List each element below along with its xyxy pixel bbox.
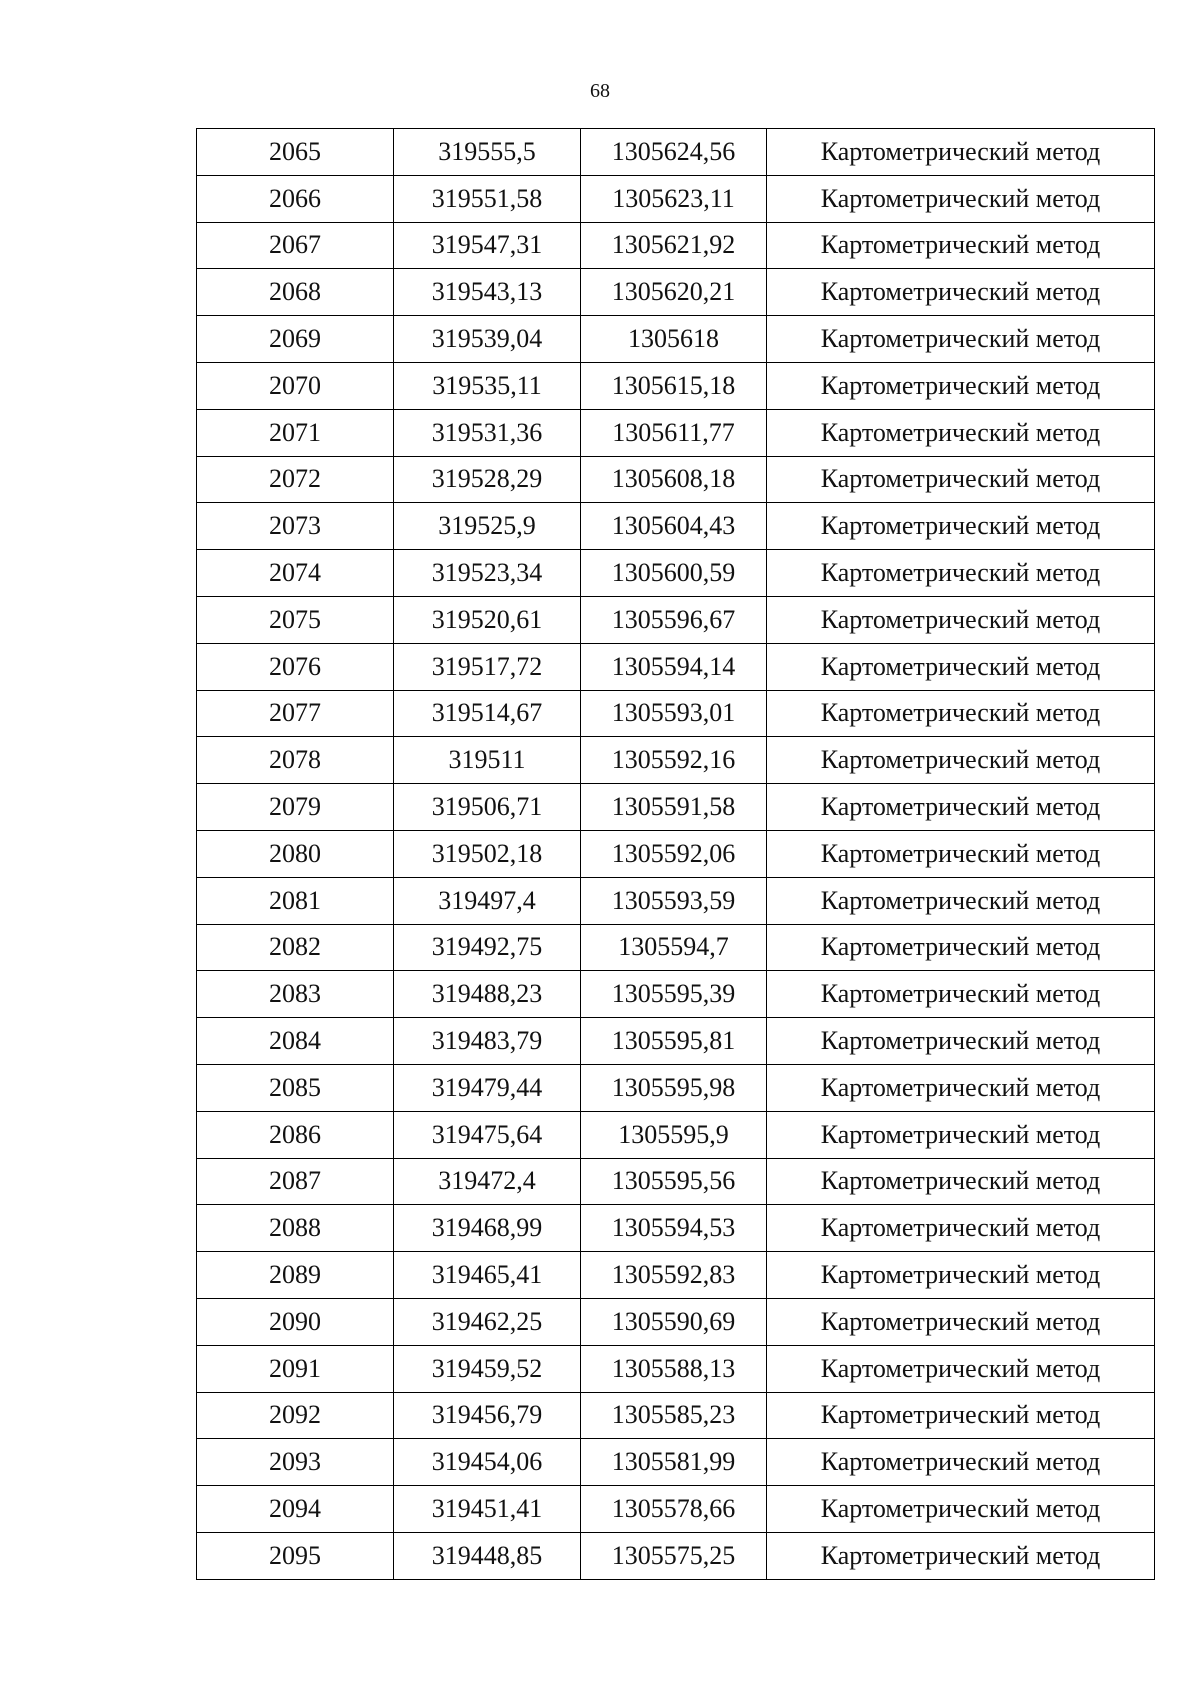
method-cell: Картометрический метод <box>767 362 1155 409</box>
point-number-cell: 2089 <box>197 1252 394 1299</box>
point-number-cell: 2088 <box>197 1205 394 1252</box>
method-cell: Картометрический метод <box>767 643 1155 690</box>
y-coordinate-cell: 1305615,18 <box>581 362 767 409</box>
x-coordinate-cell: 319468,99 <box>394 1205 581 1252</box>
y-coordinate-cell: 1305594,14 <box>581 643 767 690</box>
y-coordinate-cell: 1305588,13 <box>581 1345 767 1392</box>
table-row <box>197 1252 1155 1299</box>
y-coordinate-cell: 1305592,16 <box>581 737 767 784</box>
point-number-cell: 2071 <box>197 409 394 456</box>
method-cell: Картометрический метод <box>767 1158 1155 1205</box>
y-coordinate-cell: 1305623,11 <box>581 175 767 222</box>
table-row <box>197 1345 1155 1392</box>
x-coordinate-cell: 319451,41 <box>394 1486 581 1533</box>
method-cell: Картометрический метод <box>767 222 1155 269</box>
point-number-cell: 2073 <box>197 503 394 550</box>
method-cell: Картометрический метод <box>767 316 1155 363</box>
method-cell: Картометрический метод <box>767 830 1155 877</box>
point-number-cell: 2091 <box>197 1345 394 1392</box>
y-coordinate-cell: 1305594,53 <box>581 1205 767 1252</box>
table-row <box>197 269 1155 316</box>
table-row <box>197 1018 1155 1065</box>
x-coordinate-cell: 319514,67 <box>394 690 581 737</box>
x-coordinate-cell: 319454,06 <box>394 1439 581 1486</box>
x-coordinate-cell: 319543,13 <box>394 269 581 316</box>
table-row <box>197 877 1155 924</box>
y-coordinate-cell: 1305608,18 <box>581 456 767 503</box>
x-coordinate-cell: 319531,36 <box>394 409 581 456</box>
table-row <box>197 1392 1155 1439</box>
x-coordinate-cell: 319448,85 <box>394 1532 581 1579</box>
point-number-cell: 2068 <box>197 269 394 316</box>
point-number-cell: 2075 <box>197 596 394 643</box>
y-coordinate-cell: 1305596,67 <box>581 596 767 643</box>
table-row <box>197 1298 1155 1345</box>
method-cell: Картометрический метод <box>767 456 1155 503</box>
table-body <box>197 129 1155 1580</box>
method-cell: Картометрический метод <box>767 1486 1155 1533</box>
x-coordinate-cell: 319520,61 <box>394 596 581 643</box>
table-row <box>197 129 1155 176</box>
point-number-cell: 2092 <box>197 1392 394 1439</box>
method-cell: Картометрический метод <box>767 1205 1155 1252</box>
coordinates-table <box>196 128 1155 1580</box>
table-row <box>197 737 1155 784</box>
x-coordinate-cell: 319525,9 <box>394 503 581 550</box>
method-cell: Картометрический метод <box>767 1532 1155 1579</box>
method-cell: Картометрический метод <box>767 129 1155 176</box>
table-row <box>197 1532 1155 1579</box>
table-row <box>197 456 1155 503</box>
y-coordinate-cell: 1305618 <box>581 316 767 363</box>
method-cell: Картометрический метод <box>767 269 1155 316</box>
x-coordinate-cell: 319459,52 <box>394 1345 581 1392</box>
point-number-cell: 2083 <box>197 971 394 1018</box>
y-coordinate-cell: 1305621,92 <box>581 222 767 269</box>
point-number-cell: 2076 <box>197 643 394 690</box>
method-cell: Картометрический метод <box>767 1252 1155 1299</box>
x-coordinate-cell: 319497,4 <box>394 877 581 924</box>
point-number-cell: 2078 <box>197 737 394 784</box>
table-row <box>197 1111 1155 1158</box>
method-cell: Картометрический метод <box>767 550 1155 597</box>
x-coordinate-cell: 319472,4 <box>394 1158 581 1205</box>
point-number-cell: 2094 <box>197 1486 394 1533</box>
point-number-cell: 2087 <box>197 1158 394 1205</box>
table-row <box>197 830 1155 877</box>
point-number-cell: 2086 <box>197 1111 394 1158</box>
y-coordinate-cell: 1305595,39 <box>581 971 767 1018</box>
table-row <box>197 1064 1155 1111</box>
table-row <box>197 1205 1155 1252</box>
table-row <box>197 222 1155 269</box>
point-number-cell: 2072 <box>197 456 394 503</box>
x-coordinate-cell: 319547,31 <box>394 222 581 269</box>
method-cell: Картометрический метод <box>767 971 1155 1018</box>
x-coordinate-cell: 319551,58 <box>394 175 581 222</box>
y-coordinate-cell: 1305581,99 <box>581 1439 767 1486</box>
point-number-cell: 2067 <box>197 222 394 269</box>
y-coordinate-cell: 1305591,58 <box>581 784 767 831</box>
y-coordinate-cell: 1305600,59 <box>581 550 767 597</box>
method-cell: Картометрический метод <box>767 1064 1155 1111</box>
method-cell: Картометрический метод <box>767 596 1155 643</box>
x-coordinate-cell: 319462,25 <box>394 1298 581 1345</box>
table-row <box>197 503 1155 550</box>
method-cell: Картометрический метод <box>767 690 1155 737</box>
x-coordinate-cell: 319511 <box>394 737 581 784</box>
y-coordinate-cell: 1305592,06 <box>581 830 767 877</box>
y-coordinate-cell: 1305595,56 <box>581 1158 767 1205</box>
point-number-cell: 2081 <box>197 877 394 924</box>
y-coordinate-cell: 1305624,56 <box>581 129 767 176</box>
x-coordinate-cell: 319456,79 <box>394 1392 581 1439</box>
y-coordinate-cell: 1305594,7 <box>581 924 767 971</box>
page-number: 68 <box>590 80 610 102</box>
x-coordinate-cell: 319555,5 <box>394 129 581 176</box>
point-number-cell: 2090 <box>197 1298 394 1345</box>
table-row <box>197 362 1155 409</box>
y-coordinate-cell: 1305604,43 <box>581 503 767 550</box>
table-row <box>197 316 1155 363</box>
x-coordinate-cell: 319517,72 <box>394 643 581 690</box>
point-number-cell: 2077 <box>197 690 394 737</box>
table-row <box>197 175 1155 222</box>
y-coordinate-cell: 1305595,81 <box>581 1018 767 1065</box>
table-row <box>197 550 1155 597</box>
x-coordinate-cell: 319523,34 <box>394 550 581 597</box>
y-coordinate-cell: 1305592,83 <box>581 1252 767 1299</box>
table-row <box>197 409 1155 456</box>
method-cell: Картометрический метод <box>767 737 1155 784</box>
y-coordinate-cell: 1305578,66 <box>581 1486 767 1533</box>
y-coordinate-cell: 1305575,25 <box>581 1532 767 1579</box>
method-cell: Картометрический метод <box>767 1111 1155 1158</box>
method-cell: Картометрический метод <box>767 1392 1155 1439</box>
method-cell: Картометрический метод <box>767 1439 1155 1486</box>
method-cell: Картометрический метод <box>767 1345 1155 1392</box>
table-row <box>197 643 1155 690</box>
point-number-cell: 2085 <box>197 1064 394 1111</box>
table-row <box>197 971 1155 1018</box>
method-cell: Картометрический метод <box>767 1298 1155 1345</box>
x-coordinate-cell: 319479,44 <box>394 1064 581 1111</box>
x-coordinate-cell: 319535,11 <box>394 362 581 409</box>
method-cell: Картометрический метод <box>767 924 1155 971</box>
table-row <box>197 596 1155 643</box>
method-cell: Картометрический метод <box>767 877 1155 924</box>
x-coordinate-cell: 319465,41 <box>394 1252 581 1299</box>
table-row <box>197 1439 1155 1486</box>
y-coordinate-cell: 1305595,98 <box>581 1064 767 1111</box>
x-coordinate-cell: 319488,23 <box>394 971 581 1018</box>
point-number-cell: 2074 <box>197 550 394 597</box>
method-cell: Картометрический метод <box>767 1018 1155 1065</box>
method-cell: Картометрический метод <box>767 409 1155 456</box>
x-coordinate-cell: 319528,29 <box>394 456 581 503</box>
point-number-cell: 2084 <box>197 1018 394 1065</box>
y-coordinate-cell: 1305620,21 <box>581 269 767 316</box>
point-number-cell: 2095 <box>197 1532 394 1579</box>
y-coordinate-cell: 1305593,01 <box>581 690 767 737</box>
x-coordinate-cell: 319502,18 <box>394 830 581 877</box>
point-number-cell: 2065 <box>197 129 394 176</box>
y-coordinate-cell: 1305595,9 <box>581 1111 767 1158</box>
point-number-cell: 2069 <box>197 316 394 363</box>
y-coordinate-cell: 1305590,69 <box>581 1298 767 1345</box>
point-number-cell: 2079 <box>197 784 394 831</box>
y-coordinate-cell: 1305611,77 <box>581 409 767 456</box>
x-coordinate-cell: 319539,04 <box>394 316 581 363</box>
x-coordinate-cell: 319483,79 <box>394 1018 581 1065</box>
x-coordinate-cell: 319475,64 <box>394 1111 581 1158</box>
method-cell: Картометрический метод <box>767 175 1155 222</box>
table-row <box>197 1486 1155 1533</box>
point-number-cell: 2093 <box>197 1439 394 1486</box>
point-number-cell: 2080 <box>197 830 394 877</box>
point-number-cell: 2070 <box>197 362 394 409</box>
y-coordinate-cell: 1305593,59 <box>581 877 767 924</box>
method-cell: Картометрический метод <box>767 784 1155 831</box>
table-row <box>197 1158 1155 1205</box>
point-number-cell: 2082 <box>197 924 394 971</box>
y-coordinate-cell: 1305585,23 <box>581 1392 767 1439</box>
x-coordinate-cell: 319506,71 <box>394 784 581 831</box>
table-row <box>197 690 1155 737</box>
x-coordinate-cell: 319492,75 <box>394 924 581 971</box>
point-number-cell: 2066 <box>197 175 394 222</box>
method-cell: Картометрический метод <box>767 503 1155 550</box>
table-row <box>197 924 1155 971</box>
table-row <box>197 784 1155 831</box>
